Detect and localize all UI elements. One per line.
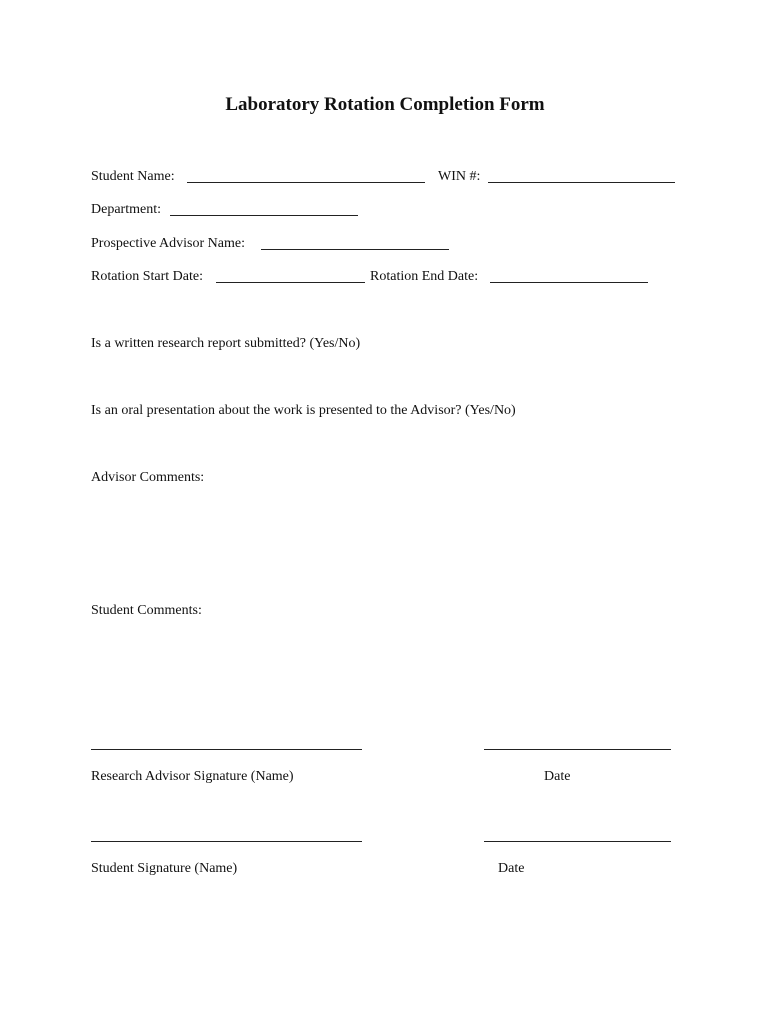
student-date-line[interactable]: [484, 841, 671, 842]
student-comments-label: Student Comments:: [91, 603, 202, 618]
end-date-field[interactable]: [490, 282, 648, 283]
department-field[interactable]: [170, 215, 358, 216]
advisor-name-label: Prospective Advisor Name:: [91, 236, 245, 251]
start-date-field[interactable]: [216, 282, 365, 283]
student-name-label: Student Name:: [91, 169, 175, 184]
win-label: WIN #:: [438, 169, 481, 184]
department-label: Department:: [91, 202, 161, 217]
student-signature-line[interactable]: [91, 841, 362, 842]
advisor-name-field[interactable]: [261, 249, 449, 250]
end-date-label: Rotation End Date:: [370, 269, 479, 284]
advisor-comments-label: Advisor Comments:: [91, 470, 205, 485]
advisor-date-line[interactable]: [484, 749, 671, 750]
advisor-date-label: Date: [544, 769, 571, 784]
advisor-signature-label: Research Advisor Signature (Name): [91, 769, 294, 784]
advisor-signature-line[interactable]: [91, 749, 362, 750]
student-name-field[interactable]: [187, 182, 425, 183]
oral-presentation-question: Is an oral presentation about the work is presented to the Advisor? (Yes/No): [91, 403, 516, 418]
written-report-question: Is a written research report submitted? (Yes/No): [91, 336, 361, 351]
student-signature-label: Student Signature (Name): [91, 861, 238, 876]
win-field[interactable]: [488, 182, 675, 183]
form-title: Laboratory Rotation Completion Form: [225, 94, 545, 115]
start-date-label: Rotation Start Date:: [91, 269, 203, 284]
student-date-label: Date: [498, 861, 525, 876]
